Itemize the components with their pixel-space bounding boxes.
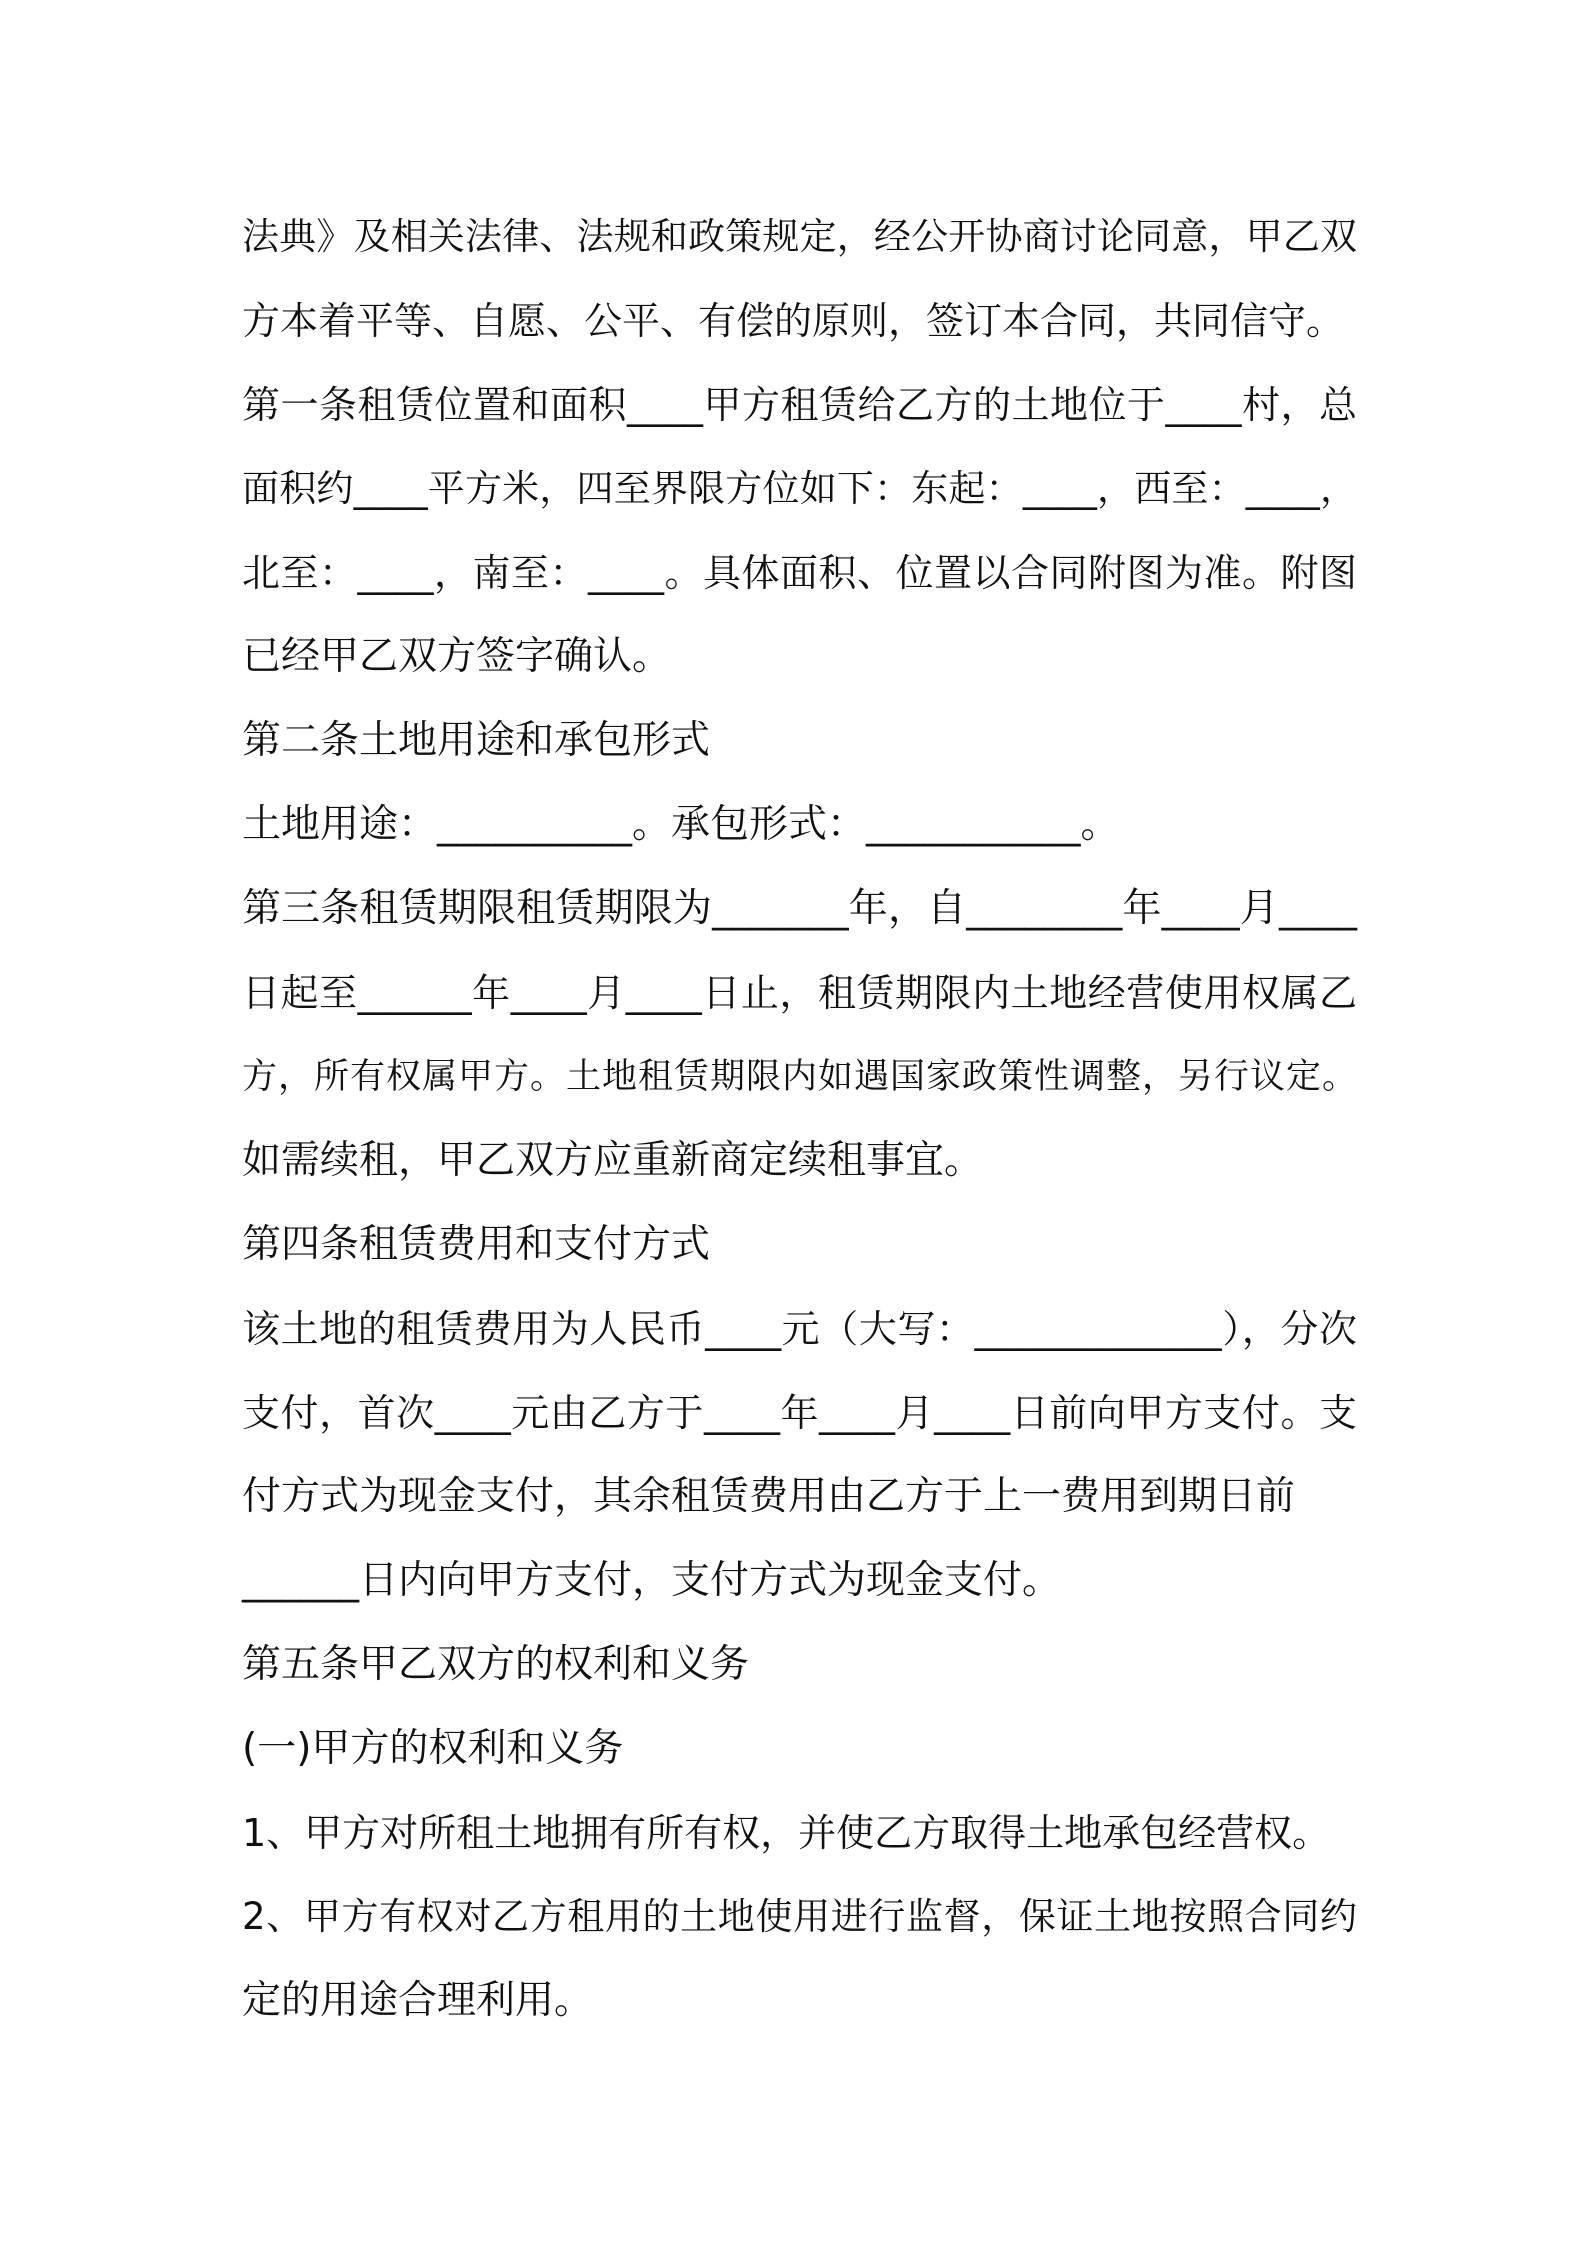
article-1-heading-line: 第一条租赁位置和面积____甲方租赁给乙方的土地位于____村，总 [242, 383, 1357, 427]
article-5-heading: 第五条甲乙双方的权利和义务 [242, 1642, 750, 1687]
text-line: 面积约____平方米，四至界限方位如下：东起：____，西至：____， [242, 467, 1357, 510]
text-line: 1、甲方对所租土地拥有所有权，并使乙方取得土地承包经营权。 [242, 1811, 1331, 1855]
text-line: 北至：____，南至：____。具体面积、位置以合同附图为准。附图 [242, 551, 1357, 595]
text-line: 方本着平等、自愿、公平、有偿的原则，签订本合同，共同信守。 [242, 299, 1345, 343]
text-line: 已经甲乙双方签字确认。 [242, 634, 672, 679]
text-line: 定的用途合理利用。 [242, 1978, 594, 2023]
text-line: ______日内向甲方支付，支付方式为现金支付。 [242, 1558, 1062, 1603]
document-body [242, 195, 1357, 2043]
text-line: 如需续租，甲乙双方应重新商定续租事宜。 [242, 1138, 984, 1183]
article-3-heading-line: 第三条租赁期限租赁期限为_______年，自________年____月____ [242, 886, 1357, 931]
subsection-heading: (一)甲方的权利和义务 [242, 1726, 624, 1771]
text-line: 该土地的租赁费用为人民币____元（大写：_____________），分次 [242, 1307, 1357, 1351]
text-line: 法典》及相关法律、法规和政策规定，经公开协商讨论同意，甲乙双 [242, 215, 1357, 258]
text-line: 方，所有权属甲方。土地租赁期限内如遇国家政策性调整，另行议定。 [242, 1057, 1357, 1097]
text-line: 土地用途：__________。承包形式：___________。 [242, 802, 1120, 847]
text-line: 支付，首次____元由乙方于____年____月____日前向甲方支付。支 [242, 1391, 1357, 1435]
article-4-heading: 第四条租赁费用和支付方式 [242, 1222, 711, 1267]
text-line: 2、甲方有权对乙方租用的土地使用进行监督，保证土地按照合同约 [242, 1895, 1357, 1938]
article-2-heading: 第二条土地用途和承包形式 [242, 718, 711, 763]
text-line: 日起至______年____月____日止，租赁期限内土地经营使用权属乙 [242, 971, 1357, 1015]
text-line: 付方式为现金支付，其余租赁费用由乙方于上一费用到期日前 [242, 1474, 1296, 1519]
